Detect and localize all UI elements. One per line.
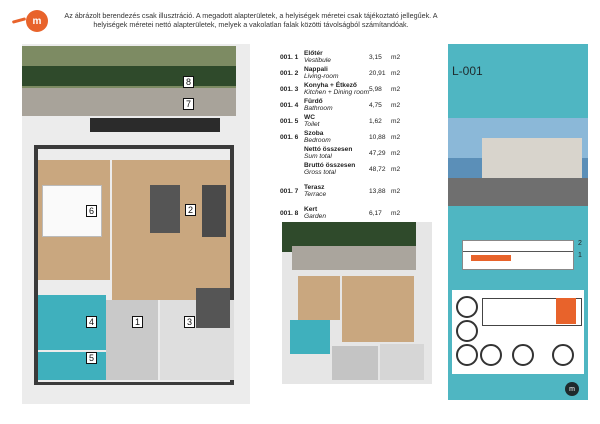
wall-north (34, 145, 234, 149)
site-unit-highlight (556, 298, 576, 324)
room-code: 001. 3 (280, 86, 299, 93)
kitchen-table (196, 288, 230, 328)
photo-building (482, 138, 582, 178)
room-table (280, 50, 410, 222)
brand-logo (26, 10, 48, 32)
perspective-bathroom (290, 320, 330, 354)
unit-highlight (471, 255, 511, 261)
room-number-2: 2 (185, 204, 196, 216)
site-plan (452, 290, 584, 374)
room-name: Nappali (304, 66, 328, 73)
room-name: Konyha + Étkező (304, 82, 357, 89)
room-name-en: Living-room (304, 73, 339, 80)
level-number-1: 1 (578, 252, 582, 259)
room-area: 10,88 (369, 134, 386, 141)
table-row-net-total (280, 146, 410, 162)
table-row (280, 114, 410, 130)
dining-table (150, 185, 180, 233)
room-name-en: Kitchen + Dining room (304, 89, 370, 96)
table-row (280, 184, 410, 206)
table-row (280, 98, 410, 114)
disclaimer-text: Az ábrázolt berendezés csak illusztráció. A megadott alapterületek, a helyiségek méretei csak tájékoztató jellegűek. A helyiségek méretei nettó alapterületek, melyek a vakolatlan falak közötti távolságból számítandóak. (64, 11, 438, 29)
room-number-8: 8 (183, 76, 194, 88)
logo-letter: m (32, 15, 42, 27)
logo-swoosh (12, 17, 26, 24)
room-number-6: 6 (86, 205, 97, 217)
room-name-en: Terrace (304, 191, 327, 198)
site-ring (456, 344, 478, 366)
table-row (280, 50, 410, 66)
room-name: WC (304, 114, 315, 121)
perspective-bedroom (298, 276, 340, 320)
corner-logo (565, 382, 579, 396)
room-unit: m2 (391, 86, 401, 93)
room-name-en: Garden (304, 213, 326, 220)
room-name-en: Bedroom (304, 137, 331, 144)
room-area: 20,91 (369, 70, 386, 77)
room-code: 001. 8 (280, 210, 299, 217)
sofa (202, 185, 226, 237)
room-area: 13,88 (369, 188, 386, 195)
perspective-living (342, 276, 414, 342)
floor-line (463, 251, 573, 252)
room-name: Terasz (304, 184, 325, 191)
room-unit: m2 (391, 70, 401, 77)
room-code: 001. 5 (280, 118, 299, 125)
site-ring (512, 344, 534, 366)
room-area: 4,75 (369, 102, 382, 109)
level-number-2: 2 (578, 240, 582, 247)
room-code: 001. 2 (280, 70, 299, 77)
perspective-kitchen (380, 344, 424, 380)
room-number-4: 4 (86, 316, 97, 328)
perspective-terrace (292, 246, 416, 270)
total-area: 48,72 (369, 166, 386, 173)
pergola (90, 118, 220, 132)
table-row-gross-total (280, 162, 410, 184)
site-ring (456, 296, 478, 318)
room-unit: m2 (391, 188, 401, 195)
room-name: Szoba (304, 130, 324, 137)
total-area: 47,29 (369, 150, 386, 157)
site-ring (552, 344, 574, 366)
room-unit: m2 (391, 210, 401, 217)
room-code: 001. 4 (280, 102, 299, 109)
perspective-hall (332, 346, 378, 380)
room-name-en: Toilet (304, 121, 320, 128)
room-number-3: 3 (184, 316, 195, 328)
total-name: Bruttó összesen (304, 162, 356, 169)
room-unit: m2 (391, 54, 401, 61)
corner-logo-letter: m (569, 385, 575, 393)
room-area: 1,62 (369, 118, 382, 125)
photo-parking (448, 178, 588, 206)
room-area: 3,15 (369, 54, 382, 61)
site-ring (456, 320, 478, 342)
elevation-drawing (462, 240, 574, 270)
room-name-en: Bathroom (304, 105, 333, 112)
unit-label: L-001 (452, 64, 483, 78)
room-name: Előtér (304, 50, 323, 57)
room-code: 001. 6 (280, 134, 299, 141)
table-row (280, 206, 410, 222)
site-ring (480, 344, 502, 366)
room-name-en: Vestibule (304, 57, 331, 64)
room-unit: m2 (391, 102, 401, 109)
table-row (280, 130, 410, 146)
room-name: Kert (304, 206, 318, 213)
vestibule-floor (106, 300, 158, 380)
total-name: Nettó összesen (304, 146, 353, 153)
room-unit: m2 (391, 118, 401, 125)
room-code: 001. 1 (280, 54, 299, 61)
total-name-en: Sum total (304, 153, 332, 160)
room-number-1: 1 (132, 316, 143, 328)
table-row (280, 66, 410, 82)
table-row (280, 82, 410, 98)
room-code: 001. 7 (280, 188, 299, 195)
room-area: 5,98 (369, 86, 382, 93)
terrace-area (22, 88, 236, 116)
total-name-en: Gross total (304, 169, 336, 176)
total-unit: m2 (391, 166, 401, 173)
hedge (22, 66, 236, 86)
room-name: Fürdő (304, 98, 323, 105)
wall-south (34, 382, 234, 385)
total-unit: m2 (391, 150, 401, 157)
room-area: 6,17 (369, 210, 382, 217)
room-number-5: 5 (86, 352, 97, 364)
room-number-7: 7 (183, 98, 194, 110)
room-unit: m2 (391, 134, 401, 141)
